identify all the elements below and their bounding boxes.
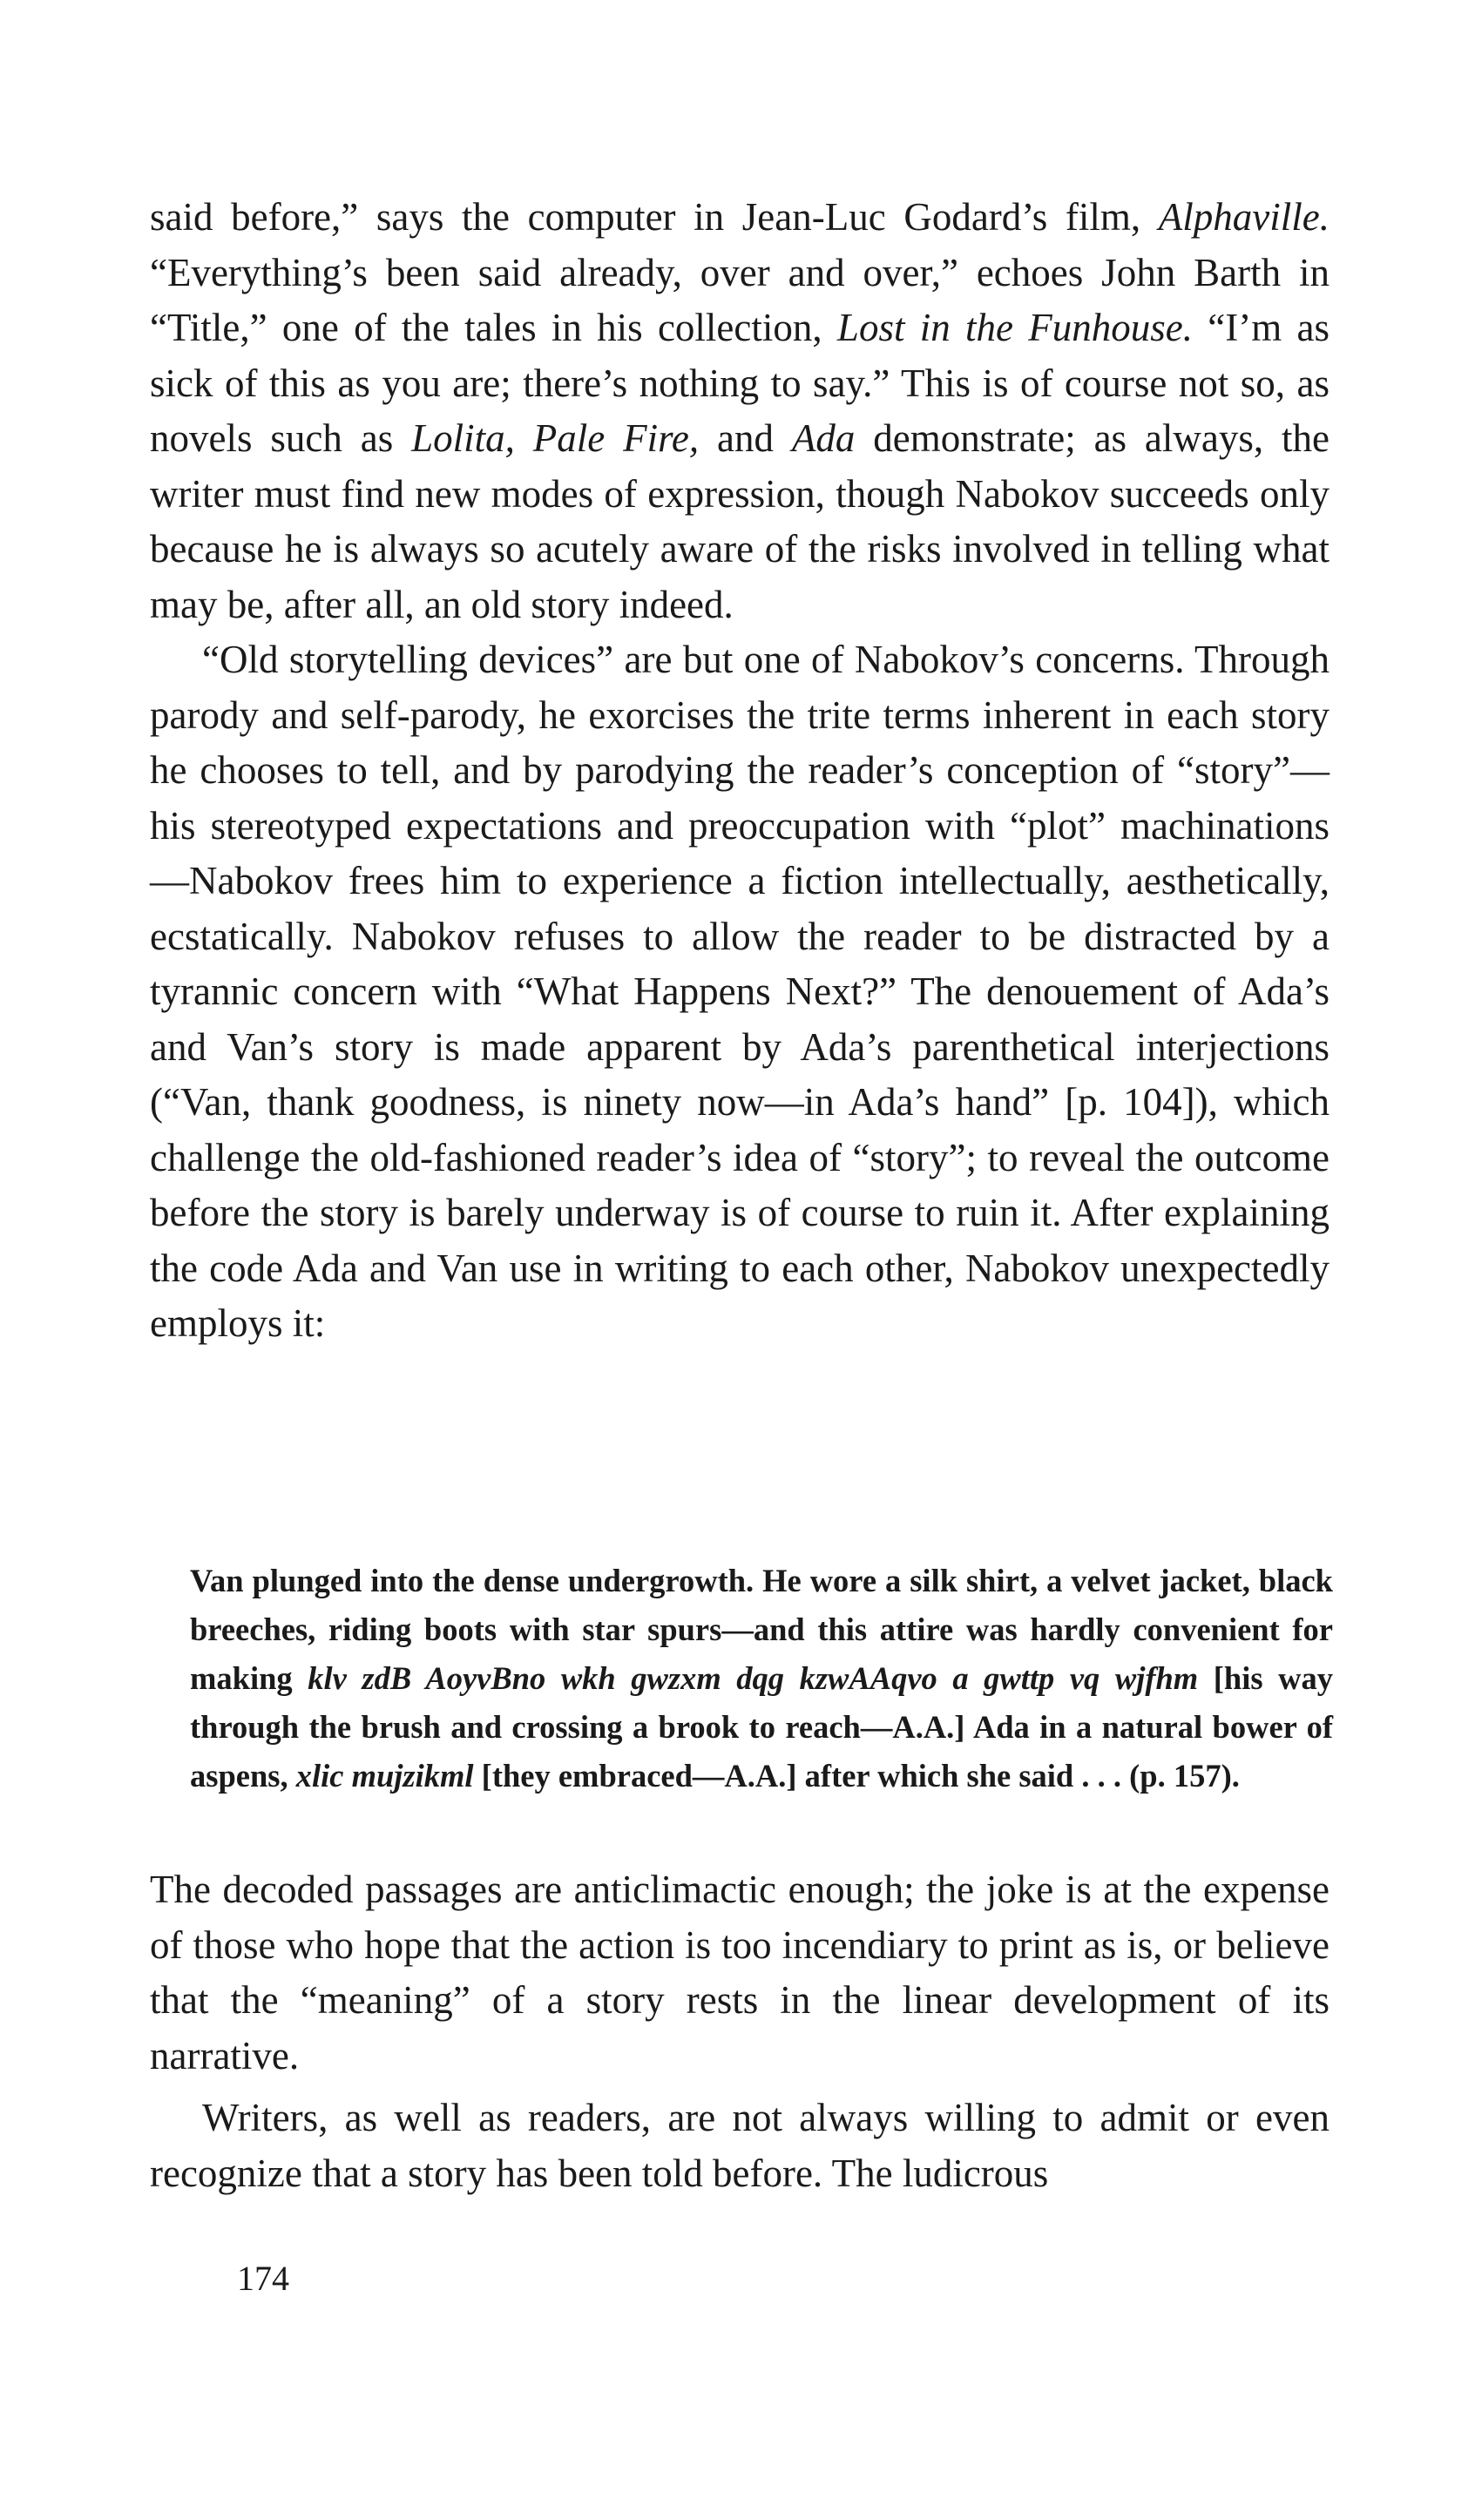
text-run: and (699, 416, 792, 460)
text-run-italic: Lolita, Pale Fire, (411, 416, 700, 460)
body-text-top (150, 190, 1330, 1352)
text-run: The decoded passages are anticlimactic enough; the joke is at the expense of those who hope that the action is too incendiary to print as is, or believe that the “meaning” of a story rests in the linear development of its narrative. (150, 1868, 1330, 2077)
text-run: “I’m as sick of this as you are; there’s nothing to say.” This is of course not so, as novels such as (150, 306, 1330, 460)
text-run-italic: xlic mujzikml (295, 1758, 474, 1794)
text-run: [they embraced—A.A.] after which she said . . . (p. 157). (473, 1758, 1240, 1794)
paragraph (150, 2091, 1330, 2201)
text-run: “Everything’s been said already, over and over,” echoes John Barth in “Title,” one of the tales in his collection, (150, 250, 1330, 349)
paragraph (150, 632, 1330, 1352)
text-run: [his way through the brush and crossing a brook to reach—A.A.] Ada in a natural bower of aspens, (190, 1660, 1333, 1794)
block-quote (190, 1557, 1333, 1800)
page-number: 174 (237, 2259, 289, 2298)
text-run: Van plunged into the dense undergrowth. He wore a silk shirt, a velvet jacket, black breeches, riding boots with star spurs—and this attire was hardly convenient for making (190, 1563, 1333, 1696)
text-run-italic: Ada (791, 416, 856, 460)
text-run: said before,” says the computer in Jean-Luc Godard’s film, (150, 195, 1159, 239)
body-text-bottom (150, 1862, 1330, 2201)
text-run: Writers, as well as readers, are not always willing to admit or even recognize that a story has been told before. The ludicrous (150, 2096, 1330, 2195)
text-run-italic: Lost in the Funhouse. (836, 306, 1194, 349)
text-run-italic: klv zdB AoyvBno wkh gwzxm dqg kzwAAqvo a gwttp vq wjfhm (308, 1660, 1199, 1696)
text-run-italic: Alphaville. (1158, 195, 1330, 239)
paragraph (150, 1862, 1330, 2084)
text-run: demonstrate; as always, the writer must find new modes of expression, though Nabokov succeeds only because he is always so acutely aware of the risks involved in telling what may be, after all, an old story indeed. (150, 416, 1330, 626)
paragraph (150, 190, 1330, 632)
text-run: “Old storytelling devices” are but one of Nabokov’s concerns. Through parody and self-parody, he exorcises the trite terms inherent in each story he chooses to tell, and by parodying the reader’s conception of “story”—his stereotyped expectations and preoccupation with “plot” machinations—Nabokov frees him to experience a fiction intellectually, aesthetically, ecstatically. Nabokov refuses to allow the reader to be distracted by a tyrannic concern with “What Happens Next?” The denouement of Ada’s and Van’s story is made apparent by Ada’s parenthetical interjections (“Van, thank goodness, is ninety now—in Ada’s hand” [p. 104]), which challenge the old-fashioned reader’s idea of “story”; to reveal the outcome before the story is barely underway is of course to ruin it. After explaining the code Ada and Van use in writing to each other, Nabokov unexpectedly employs it: (150, 638, 1330, 1345)
